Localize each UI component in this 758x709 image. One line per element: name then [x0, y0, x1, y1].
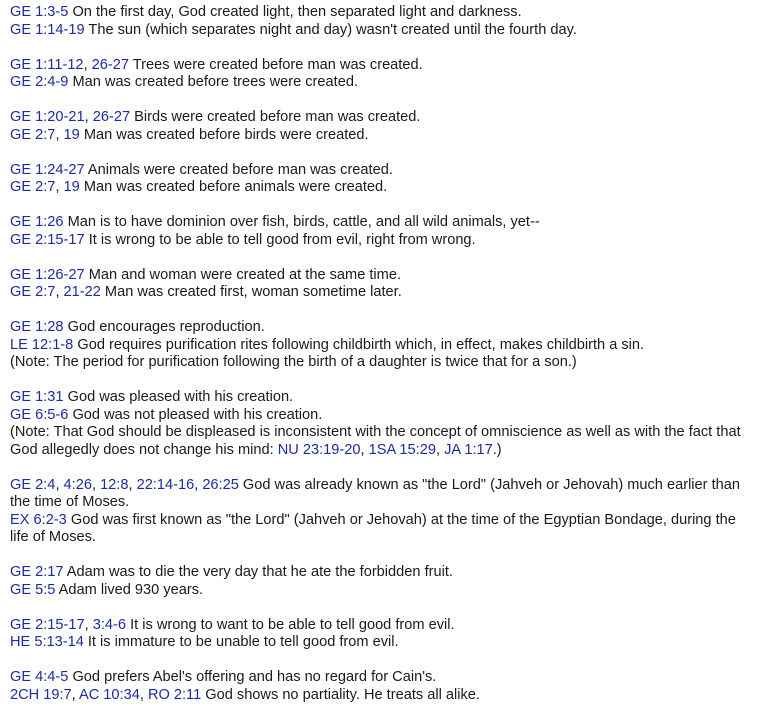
entry-statement: The sun (which separates night and day) wasn't created until the fourth day.: [84, 21, 577, 38]
entry-statement: Man is to have dominion over fish, birds, cattle, and all wild animals, yet--: [63, 214, 540, 230]
ref-separator: ,: [128, 476, 137, 493]
entry-statement: Adam was to die the very day that he ate the forbidden fruit.: [63, 564, 453, 580]
verse-reference-link[interactable]: NU 23:19-20: [277, 441, 361, 458]
verse-reference-link[interactable]: GE 2:17: [10, 564, 64, 580]
verse-reference-link[interactable]: GE 2:15-17: [10, 616, 85, 633]
ref-separator: ,: [435, 441, 445, 458]
ref-separator: ,: [194, 476, 203, 493]
entry-line: [10, 22, 750, 40]
entry-statement: Man was created before birds were created.: [79, 126, 369, 143]
entry-statement: Birds were created before man was created.: [130, 109, 421, 125]
entry-line: [10, 477, 750, 512]
verse-reference-link[interactable]: GE 1:28: [10, 319, 64, 335]
verse-reference-link[interactable]: GE 2:15-17: [10, 231, 85, 248]
contradiction-entry: [10, 477, 750, 547]
verse-reference-link[interactable]: GE 2:7: [10, 126, 56, 143]
ref-separator: ,: [55, 126, 64, 143]
contradiction-entry: [10, 617, 750, 652]
entry-statement: God was already known as "the Lord" (Jahveh or Jehovah) much earlier than the time of Moses.: [10, 476, 740, 510]
ref-separator: ,: [84, 616, 93, 633]
entry-statement: Man was created before animals were created.: [79, 179, 388, 195]
entry-statement: Man and woman were created at the same time.: [84, 266, 401, 283]
entry-line: [10, 214, 750, 232]
verse-reference-link[interactable]: GE 1:3-5: [10, 4, 69, 20]
entry-note: [10, 354, 750, 372]
verse-reference-link[interactable]: GE 1:31: [10, 389, 64, 405]
contradiction-entry: [10, 267, 750, 302]
entry-line: [10, 687, 750, 705]
verse-reference-link[interactable]: RO 2:11: [147, 686, 202, 703]
entry-line: [10, 232, 750, 250]
verse-reference-link[interactable]: 19: [63, 126, 80, 143]
verse-reference-link[interactable]: LE 12:1-8: [10, 336, 74, 353]
entry-line: [10, 267, 750, 285]
contradiction-entry: [10, 109, 750, 144]
note-text: (Note: That God should be displeased is inconsistent with the concept of omniscience as well as with the fact that God allegedly does not change his mind:: [10, 424, 741, 458]
entry-line: [10, 337, 750, 355]
contradiction-entry: [10, 4, 750, 39]
contradiction-entry: [10, 669, 750, 704]
entry-line: [10, 4, 750, 22]
entry-statement: God was not pleased with his creation.: [68, 406, 323, 423]
ref-separator: ,: [83, 56, 92, 73]
verse-reference-link[interactable]: AC 10:34: [78, 686, 140, 703]
ref-separator: ,: [91, 476, 101, 493]
verse-reference-link[interactable]: HE 5:13-14: [10, 634, 84, 650]
entry-line: [10, 564, 750, 582]
entry-statement: God was pleased with his creation.: [63, 389, 294, 405]
entry-note: [10, 424, 750, 459]
entry-line: [10, 669, 750, 687]
verse-reference-link[interactable]: 19: [63, 179, 80, 195]
verse-reference-link[interactable]: JA 1:17: [444, 441, 493, 458]
verse-reference-link[interactable]: GE 1:26-27: [10, 266, 85, 283]
entry-statement: Animals were created before man was created.: [84, 161, 393, 178]
contradiction-entry: [10, 57, 750, 92]
contradiction-entry: [10, 564, 750, 599]
entry-line: [10, 319, 750, 337]
contradiction-entry: [10, 319, 750, 372]
entry-line: [10, 162, 750, 180]
verse-reference-link[interactable]: EX 6:2-3: [10, 511, 67, 528]
entry-statement: God shows no partiality. He treats all alike.: [201, 686, 480, 703]
entry-statement: Trees were created before man was created.: [129, 56, 423, 73]
verse-reference-link[interactable]: GE 6:5-6: [10, 406, 69, 423]
verse-reference-link[interactable]: 4:26: [63, 476, 92, 493]
entry-line: [10, 109, 750, 127]
ref-separator: ,: [360, 441, 369, 458]
verse-reference-link[interactable]: GE 2:7: [10, 284, 56, 300]
ref-separator: ,: [55, 179, 64, 195]
verse-reference-link[interactable]: GE 4:4-5: [10, 669, 69, 685]
verse-reference-link[interactable]: GE 1:14-19: [10, 21, 85, 38]
entry-statement: God encourages reproduction.: [63, 319, 265, 335]
verse-reference-link[interactable]: GE 1:11-12: [10, 56, 84, 73]
entry-statement: God was first known as "the Lord" (Jahveh or Jehovah) at the time of the Egyptian Bondage, during the life of Moses.: [10, 511, 736, 545]
note-text: (Note: The period for purification following the birth of a daughter is twice that for a son.): [10, 354, 577, 370]
entry-line: [10, 389, 750, 407]
verse-reference-link[interactable]: 3:4-6: [92, 616, 127, 633]
verse-reference-link[interactable]: 26-27: [91, 56, 129, 73]
ref-separator: ,: [55, 476, 64, 493]
entry-statement: On the first day, God created light, then separated light and darkness.: [68, 4, 522, 20]
entry-statement: Man was created before trees were created.: [68, 74, 358, 90]
entry-statement: It is immature to be unable to tell good from evil.: [83, 634, 399, 650]
entry-line: [10, 284, 750, 302]
verse-reference-link[interactable]: GE 1:24-27: [10, 161, 85, 178]
entry-statement: It is wrong to be able to tell good from evil, right from wrong.: [84, 231, 476, 248]
entry-line: [10, 127, 750, 145]
ref-separator: ,: [71, 686, 79, 703]
entry-line: [10, 512, 750, 547]
entry-statement: Man was created first, woman sometime later.: [100, 284, 402, 300]
verse-reference-link[interactable]: 26-27: [92, 109, 131, 125]
entry-statement: God prefers Abel's offering and has no regard for Cain's.: [68, 669, 437, 685]
ref-separator: ,: [84, 109, 93, 125]
ref-separator: ,: [139, 686, 148, 703]
entry-line: [10, 582, 750, 600]
entry-line: [10, 634, 750, 652]
verse-reference-link[interactable]: 2CH 19:7: [10, 686, 72, 703]
verse-reference-link[interactable]: 12:8: [100, 476, 129, 493]
verse-reference-link[interactable]: 22:14-16: [136, 476, 195, 493]
contradiction-entry: [10, 214, 750, 249]
contradiction-entry: [10, 389, 750, 459]
note-tail: .): [492, 441, 502, 458]
entry-line: [10, 179, 750, 197]
entry-line: [10, 74, 750, 92]
verse-reference-link[interactable]: 1SA 15:29: [368, 441, 436, 458]
verse-reference-link[interactable]: GE 1:20-21: [10, 109, 85, 125]
verse-reference-link[interactable]: GE 2:7: [10, 179, 56, 195]
verse-reference-link[interactable]: GE 2:4-9: [10, 74, 69, 90]
entry-line: [10, 57, 750, 75]
verse-reference-link[interactable]: GE 5:5: [10, 581, 56, 598]
contradiction-entry: [10, 162, 750, 197]
verse-reference-link[interactable]: GE 1:26: [10, 214, 64, 230]
entry-statement: Adam lived 930 years.: [55, 581, 204, 598]
entry-statement: God requires purification rites following childbirth which, in effect, makes childbirth a sin.: [73, 336, 645, 353]
verse-reference-link[interactable]: 21-22: [63, 284, 101, 300]
verse-reference-link[interactable]: GE 2:4: [10, 476, 56, 493]
entry-line: [10, 617, 750, 635]
entry-statement: It is wrong to want to be able to tell good from evil.: [126, 616, 455, 633]
entry-line: [10, 407, 750, 425]
verse-reference-link[interactable]: 26:25: [202, 476, 239, 493]
ref-separator: ,: [55, 284, 64, 300]
